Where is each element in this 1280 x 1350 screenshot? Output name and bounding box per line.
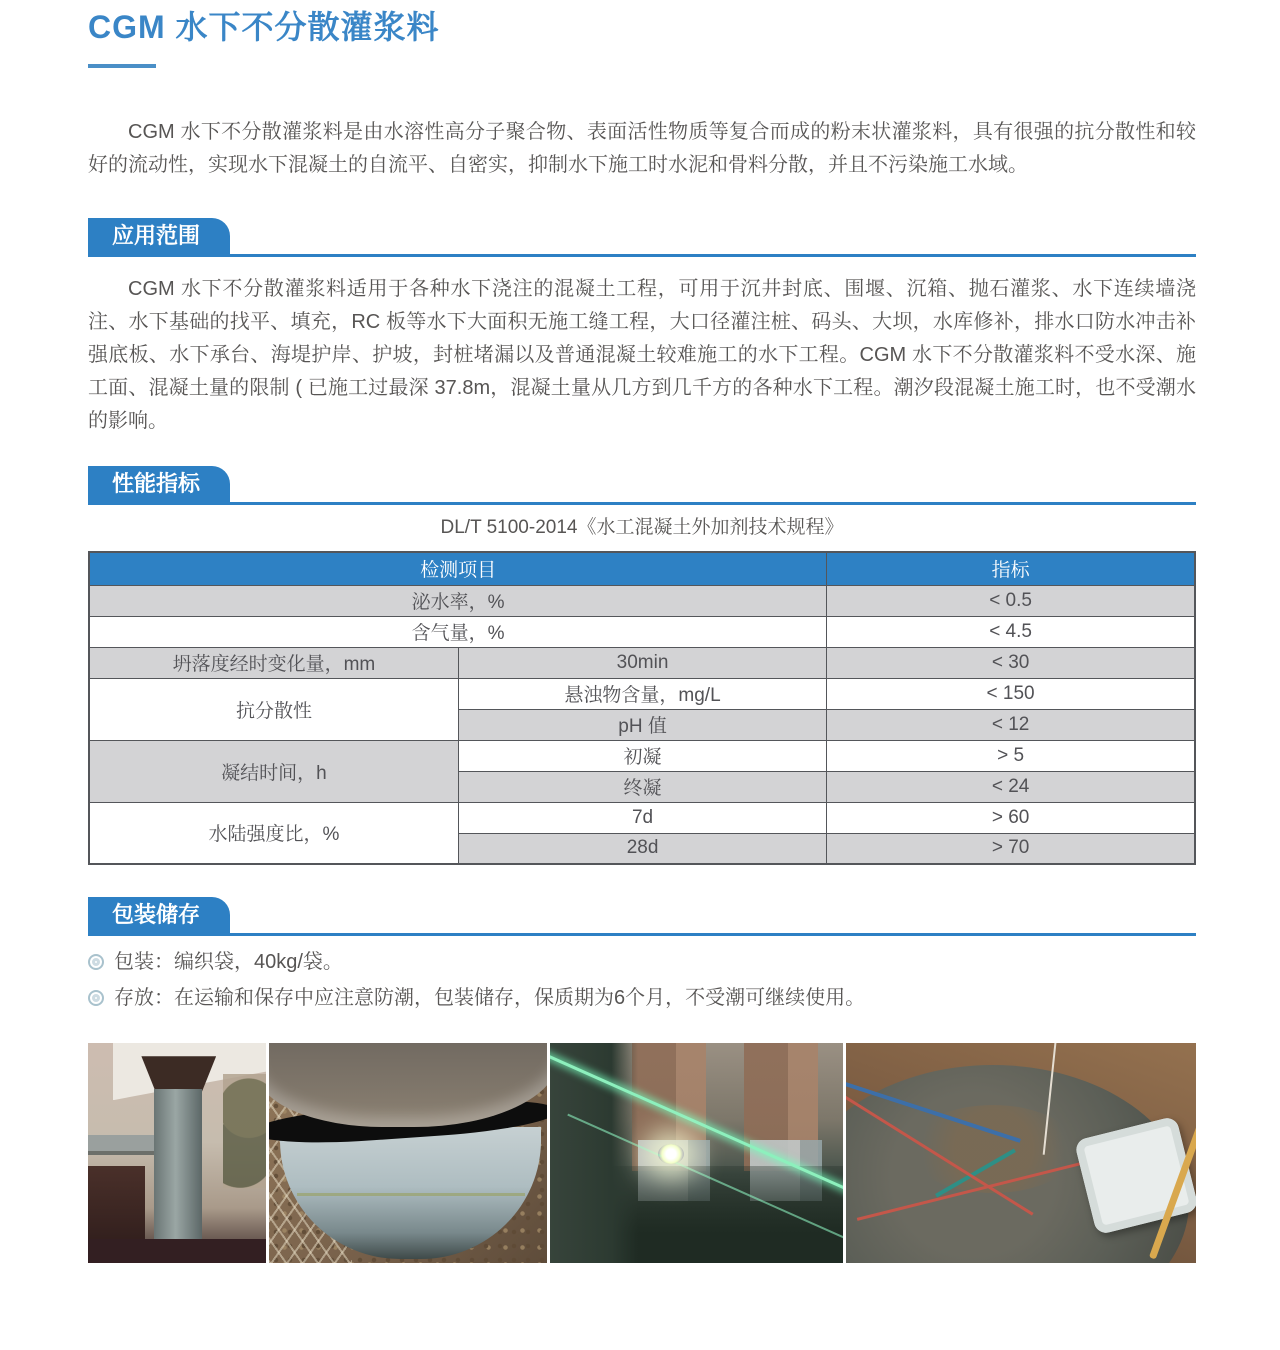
cell-value: > 5 xyxy=(827,740,1195,771)
cell-sub: pH 值 xyxy=(458,709,826,740)
cell-value: < 12 xyxy=(827,709,1195,740)
ring-bullet-icon xyxy=(88,990,104,1006)
cell-group: 水陆强度比，% xyxy=(89,802,458,864)
cell-group: 抗分散性 xyxy=(89,678,458,740)
section-heading-packaging xyxy=(88,897,1196,936)
photo-beam xyxy=(88,1135,156,1150)
photo-pier-base-closeup xyxy=(269,1043,547,1263)
photo-pile-cap-site xyxy=(88,1043,266,1263)
performance-badge: 性能指标 xyxy=(88,466,230,502)
table-row xyxy=(89,585,1195,616)
photo-night-piers-laser xyxy=(550,1043,843,1263)
product-datasheet-page xyxy=(88,6,1196,1263)
application-paragraph: CGM 水下不分散灌浆料适用于各种水下浇注的混凝土工程，可用于沉井封底、围堰、沉箱、抛石灌浆、水下连续墙浇注、水下基础的找平、填充，RC 板等水下大面积无施工缝工程，大口径灌注桩、码头、大坝，水库修补，排水口防水冲击补强底板、水下承台、海堤护岸、护坡，封桩堵漏以及普通混凝土较难施工的水下工程。CGM 水下不分散灌浆料不受水深、施工面、混凝土量的限制 ( 已施工过最深 37.8m，混凝土量从几方到几千方的各种水下工程。潮汐段混凝土施工时，也不受潮水的影响。 xyxy=(88,278,1196,432)
table-row xyxy=(89,616,1195,647)
list-item xyxy=(88,950,1196,974)
cell-value: > 70 xyxy=(827,833,1195,864)
header-cell-item: 检测项目 xyxy=(89,552,827,585)
cell-value: > 60 xyxy=(827,802,1195,833)
photo-ground xyxy=(88,1239,266,1263)
photo-trees xyxy=(223,1074,266,1188)
cell-sub: 悬浊物含量，mg/L xyxy=(458,678,826,709)
cell-sub: 终凝 xyxy=(458,771,826,802)
packaging-bullet-list xyxy=(88,950,1196,1010)
cell-sub: 30min xyxy=(458,647,826,678)
photo-steel-pile xyxy=(154,1089,202,1252)
cell-item: 含气量，% xyxy=(89,616,827,647)
cell-value: < 4.5 xyxy=(827,616,1195,647)
table-row xyxy=(89,802,1195,833)
list-item xyxy=(88,986,1196,1010)
cell-value: < 150 xyxy=(827,678,1195,709)
cell-sub: 28d xyxy=(458,833,826,864)
cell-sub: 7d xyxy=(458,802,826,833)
ring-bullet-icon xyxy=(88,954,104,970)
header-cell-index: 指标 xyxy=(827,552,1195,585)
application-badge: 应用范围 xyxy=(88,218,230,254)
table-row xyxy=(89,740,1195,771)
photo-mud-patch xyxy=(909,1105,1077,1193)
photo-caisson-topdown xyxy=(846,1043,1196,1263)
table-row xyxy=(89,647,1195,678)
table-row xyxy=(89,678,1195,709)
intro-paragraph: CGM 水下不分散灌浆料是由水溶性高分子聚合物、表面活性物质等复合而成的粉末状灌浆料，具有很强的抗分散性和较好的流动性，实现水下混凝土的自流平、自密实，抑制水下施工时水泥和骨料分散，并且不污染施工水域。 xyxy=(88,121,1196,176)
cell-sub: 初凝 xyxy=(458,740,826,771)
bullet-text: 存放：在运输和保存中应注意防潮，包装储存，保质期为6个月，不受潮可继续使用。 xyxy=(114,987,866,1009)
cell-value: < 24 xyxy=(827,771,1195,802)
cell-item: 泌水率，% xyxy=(89,585,827,616)
project-photo-strip xyxy=(88,1043,1196,1263)
table-caption: DL/T 5100-2014《水工混凝土外加剂技术规程》 xyxy=(440,517,844,538)
photo-casing-band xyxy=(297,1193,525,1196)
table-header-row xyxy=(89,552,1195,585)
section-heading-performance xyxy=(88,466,1196,505)
cell-group: 凝结时间，h xyxy=(89,740,458,802)
page-title: CGM 水下不分散灌浆料 xyxy=(88,9,440,45)
packaging-badge: 包装储存 xyxy=(88,897,230,933)
section-heading-application xyxy=(88,218,1196,257)
cell-value: < 0.5 xyxy=(827,585,1195,616)
bullet-text: 包装：编织袋，40kg/袋。 xyxy=(114,951,343,973)
title-underline xyxy=(88,64,156,68)
performance-table xyxy=(88,551,1196,865)
cell-item: 坍落度经时变化量，mm xyxy=(89,647,458,678)
cell-value: < 30 xyxy=(827,647,1195,678)
